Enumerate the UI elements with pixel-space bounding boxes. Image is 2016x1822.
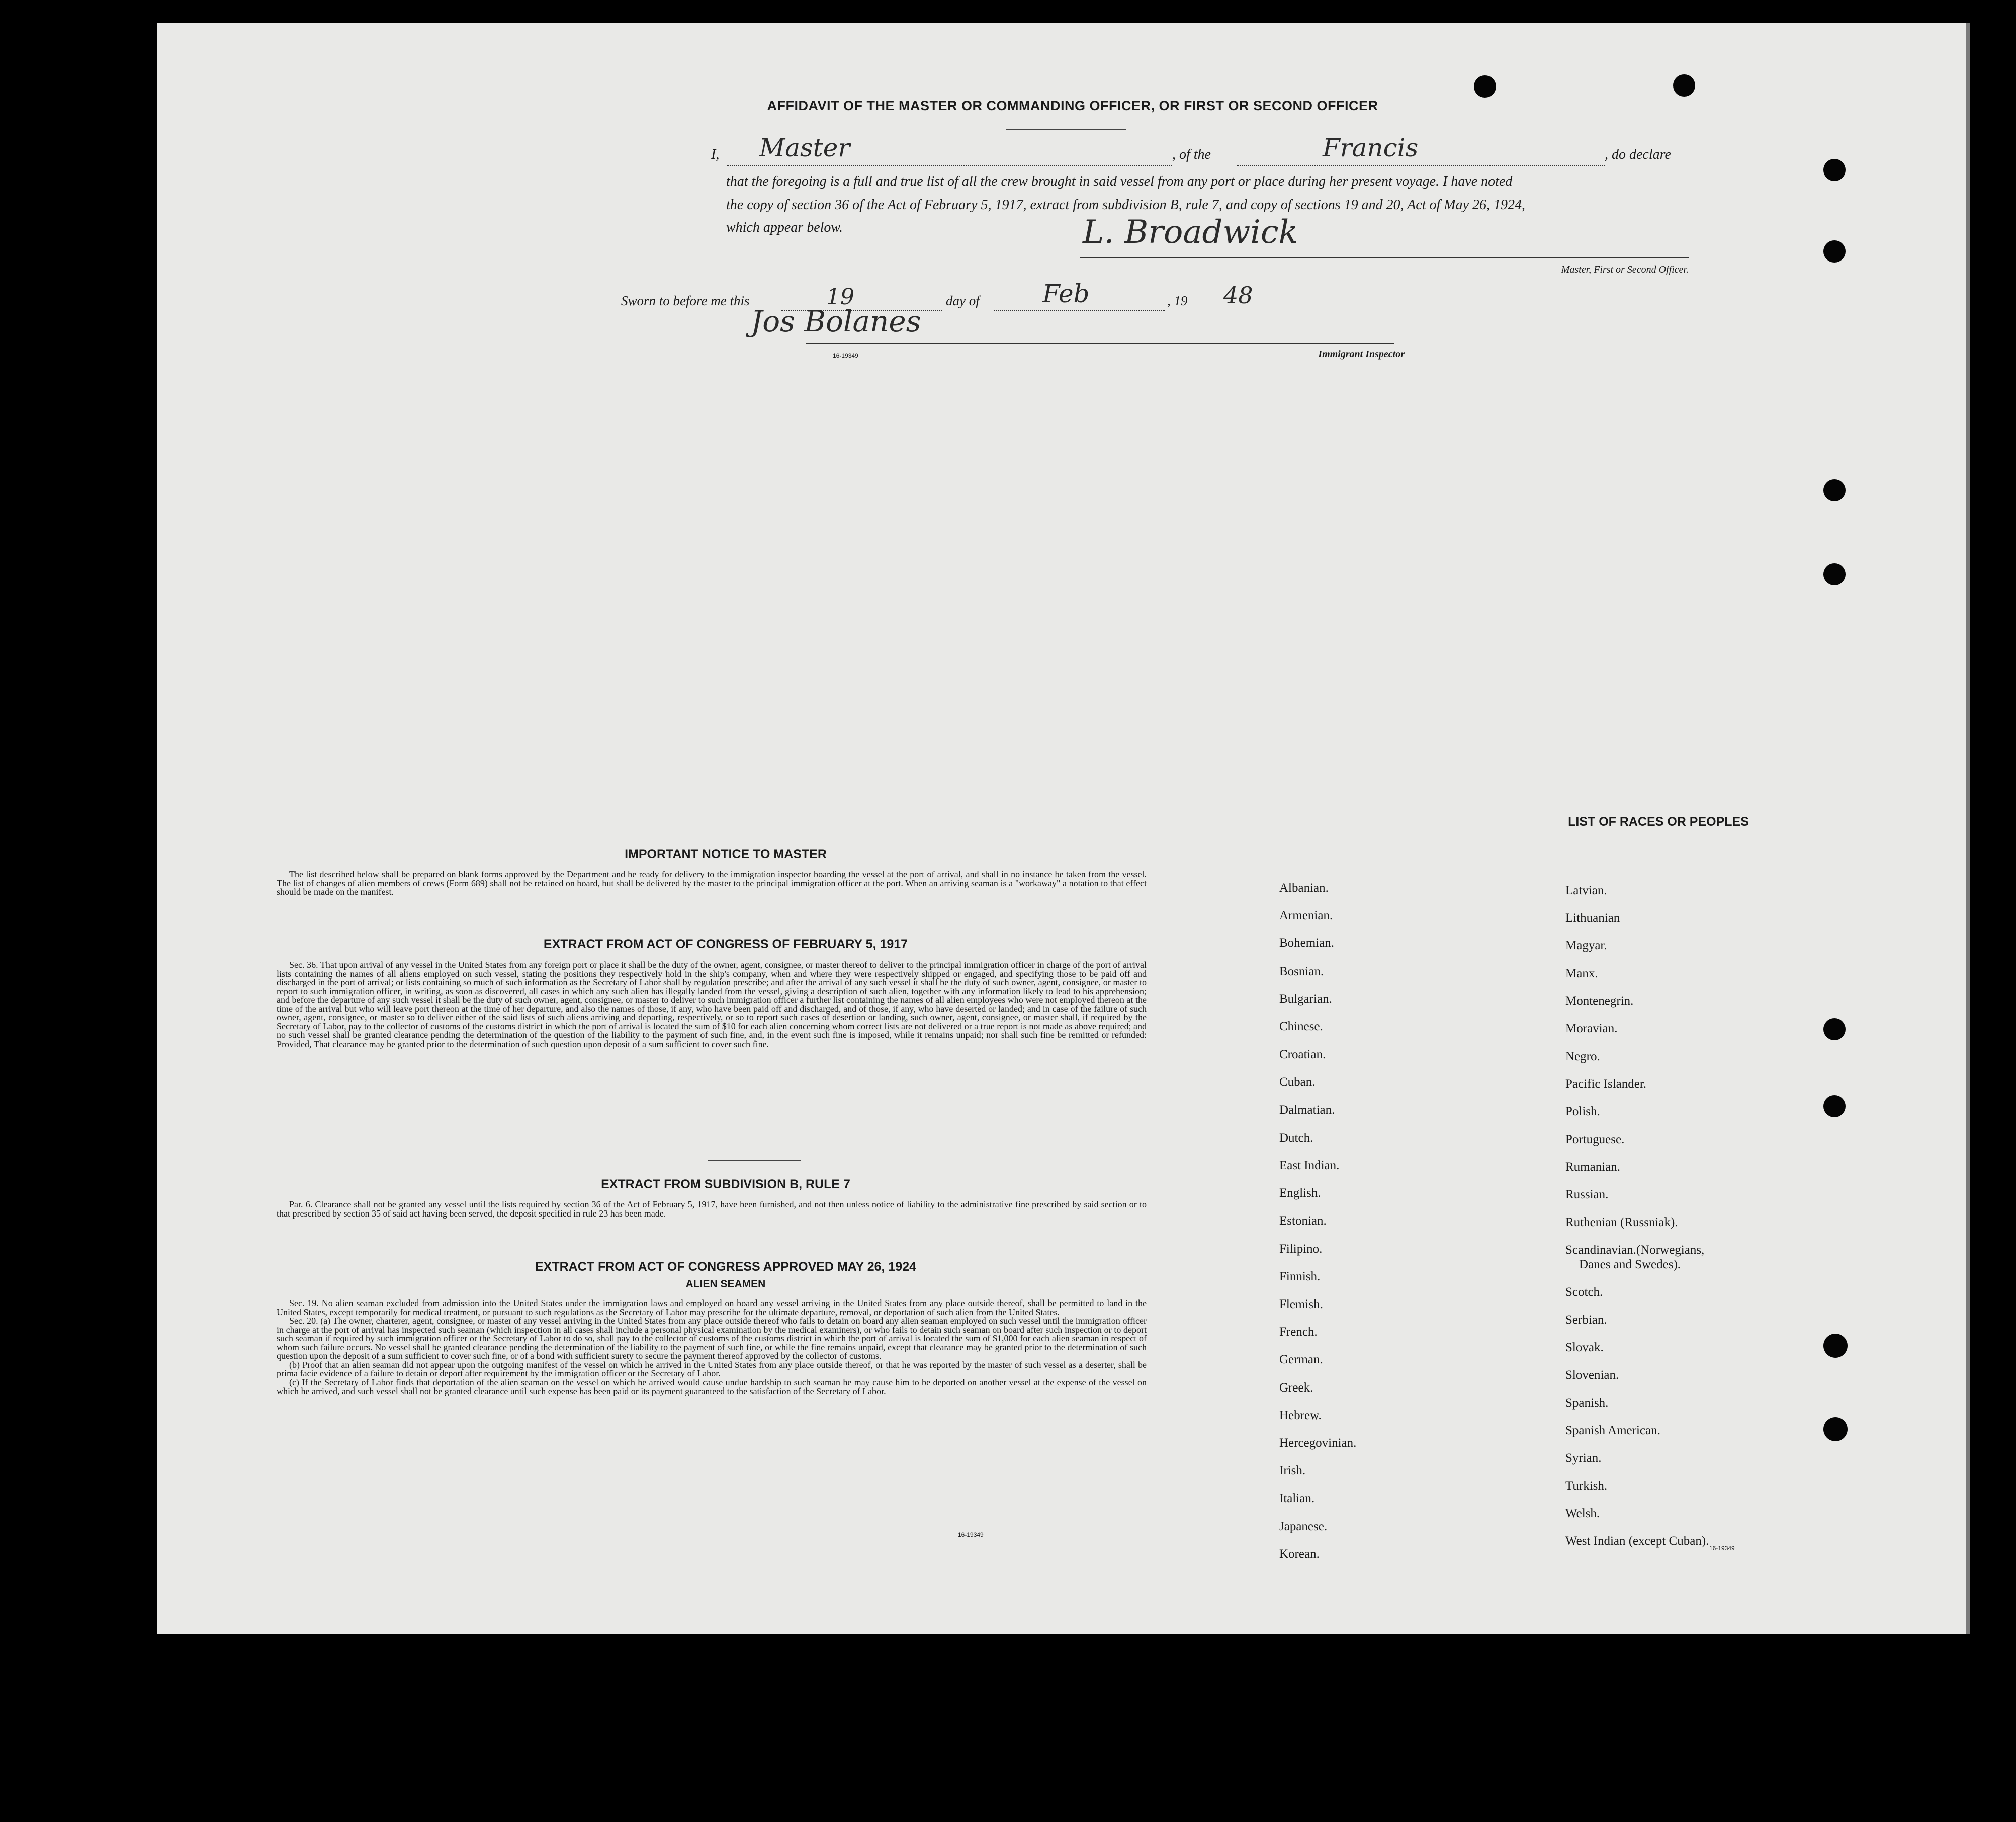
punch-hole bbox=[1823, 563, 1846, 585]
race-item: Bohemian. bbox=[1279, 936, 1335, 950]
race-item: Portuguese. bbox=[1565, 1133, 1625, 1146]
race-item: Hebrew. bbox=[1279, 1408, 1322, 1422]
race-item: Syrian. bbox=[1565, 1451, 1602, 1465]
punch-hole bbox=[1823, 1417, 1848, 1441]
race-item: Spanish. bbox=[1565, 1396, 1609, 1410]
document-page bbox=[157, 23, 1966, 1634]
section-divider bbox=[708, 1160, 801, 1161]
sec-19-paragraph: Sec. 19. No alien seaman excluded from admission into the United States under the immigration laws and employed on board any vessel arriving in the United States from any place outside thereof, shall be permitted to land in the United States, except temporarily for medical treatment, or pursuant to such regulations as the Secretary of Labor may prescribe for the ultimate departure, removal, or deportation of such alien from the United States. bbox=[277, 1298, 1147, 1317]
race-item: Japanese. bbox=[1279, 1519, 1328, 1533]
notice-title: IMPORTANT NOTICE TO MASTER bbox=[625, 847, 827, 861]
sec-20b-paragraph: (b) Proof that an alien seaman did not appear upon the outgoing manifest of the vessel on which he arrived in the United States from any place outside thereof, or that he was reported by the master of such vessel as a deserter, shall be prima facie evidence of a failure to detain or deport after requirement by the immigration officer or the Secretary of Labor. bbox=[277, 1359, 1147, 1378]
race-item: Ruthenian (Russniak). bbox=[1565, 1216, 1678, 1229]
race-item: Chinese. bbox=[1279, 1020, 1323, 1033]
race-item: Serbian. bbox=[1565, 1313, 1607, 1327]
punch-hole bbox=[1823, 1095, 1846, 1117]
sworn-label: Sworn to before me this bbox=[621, 293, 750, 308]
signature-caption: Master, First or Second Officer. bbox=[1561, 264, 1689, 275]
race-item: Italian. bbox=[1279, 1492, 1315, 1506]
race-item: Negro. bbox=[1565, 1050, 1600, 1063]
punch-hole bbox=[1823, 159, 1846, 181]
vessel-name-handwritten: Francis bbox=[1323, 133, 1419, 162]
race-item: Croatian. bbox=[1279, 1048, 1326, 1062]
affidavit-title: AFFIDAVIT OF THE MASTER OR COMMANDING OFFICER, OR FIRST OR SECOND OFFICER bbox=[767, 98, 1378, 113]
sworn-month-handwritten: Feb bbox=[1042, 279, 1090, 308]
race-item: Flemish. bbox=[1279, 1297, 1323, 1311]
master-name-handwritten: Master bbox=[759, 133, 850, 162]
extract-1917-text bbox=[277, 961, 1147, 1049]
inspector-form-number: 16-19349 bbox=[833, 352, 858, 359]
races-form-number: 16-19349 bbox=[1709, 1545, 1735, 1552]
punch-hole bbox=[1474, 75, 1496, 98]
races-title: LIST OF RACES OR PEOPLES bbox=[1568, 815, 1749, 829]
master-signature: L. Broadwick bbox=[1083, 214, 1298, 251]
race-item: Lithuanian bbox=[1565, 911, 1620, 925]
affidavit-of-the-label: , of the bbox=[1172, 147, 1211, 162]
race-item: Slovenian. bbox=[1565, 1368, 1619, 1382]
extract-1924-text bbox=[277, 1299, 1147, 1396]
inspector-signature: Jos Bolanes bbox=[751, 304, 921, 338]
punch-hole bbox=[1823, 1334, 1848, 1358]
affidavit-text-line-2: the copy of section 36 of the Act of February 5, 1917, extract from subdivision B, rule 7, and copy of sections 19 and 20, Act of May 26, 1924, bbox=[726, 197, 1526, 213]
race-item: Latvian. bbox=[1565, 884, 1607, 897]
notice-text bbox=[277, 870, 1147, 897]
race-item: Moravian. bbox=[1565, 1022, 1618, 1035]
alien-seamen-subtitle: ALIEN SEAMEN bbox=[685, 1278, 766, 1290]
race-item: Armenian. bbox=[1279, 909, 1333, 923]
title-divider bbox=[1006, 129, 1126, 130]
inspector-signature-line bbox=[806, 343, 1394, 344]
sworn-year-handwritten: 48 bbox=[1223, 282, 1253, 309]
section-36-paragraph: Sec. 36. That upon arrival of any vessel in the United States from any foreign port or place it shall be the duty of the owner, agent, consignee, or master thereof to deliver to the principal immigration officer in charge of the port of arrival lists containing the names of all aliens employed on such vessel, stating the positions they respectively hold in the ship's company, when and where they were respectively shipped or engaged, and specifying those to be paid off and discharged in the port of arrival; or lists containing so much of such information as the Secretary of Labor shall by regulation prescribe; and after the arrival of any such vessel it shall be the duty of such owner, agent, consignee, or master to report to such immigration officer, in writing, as soon as discovered, all cases in which any such alien has illegally landed from the vessel, giving a description of such alien, together with any information likely to lead to his apprehension; and before the departure of any such vessel it shall be the duty of such owner, agent, consignee, or master to deliver to such immigration officer a further list containing the names of all alien employees who were not employed thereon at the time of the arrival but who will leave port thereon at the time of her departure, and also the names of those, if any, who have been paid off and discharged, and of those, if any, who have deserted or landed; and in case of the failure of such owner, agent, consignee, or master so to deliver either of the said lists of such aliens arriving and departing, respectively, or so to report such cases of desertion or landing, such owner, agent, consignee, or master shall, if required by the Secretary of Labor, pay to the collector of customs of the customs district in which the port of arrival is located the sum of $10 for each alien concerning whom correct lists are not delivered or a true report is not made as above required; and no such vessel shall be granted clearance pending the determination of the question of the liability to the payment of such fine, and, in the event such fine is imposed, while it remains unpaid; nor shall such fine be remitted or refunded: Provided, That clearance may be granted prior to the determination of such question upon deposit of a sum sufficient to cover such fine. bbox=[277, 960, 1147, 1049]
race-item: Cuban. bbox=[1279, 1075, 1316, 1089]
master-name-line bbox=[727, 165, 1172, 166]
sec-20c-paragraph: (c) If the Secretary of Labor finds that deportation of the alien seaman on the vessel on which he arrived would cause undue hardship to such seaman he may cause him to be deported on another vessel at the expense of the vessel on which he arrived, and such vessel shall not be granted clearance until such expense has been paid or its payment guaranteed to the satisfaction of the Secretary of Labor. bbox=[277, 1377, 1147, 1396]
do-declare-label: , do declare bbox=[1605, 147, 1671, 162]
race-item: East Indian. bbox=[1279, 1159, 1340, 1172]
year-prefix-label: , 19 bbox=[1167, 293, 1188, 308]
affidavit-text-line-3: which appear below. bbox=[726, 220, 843, 235]
race-item: Montenegrin. bbox=[1565, 994, 1634, 1008]
race-item: Finnish. bbox=[1279, 1269, 1321, 1283]
race-item: Slovak. bbox=[1565, 1341, 1604, 1354]
sworn-day-handwritten: 19 bbox=[826, 284, 854, 310]
vessel-name-line bbox=[1237, 165, 1605, 166]
race-item: Bulgarian. bbox=[1279, 992, 1332, 1006]
race-item: Greek. bbox=[1279, 1380, 1313, 1395]
sworn-month-line bbox=[994, 310, 1165, 311]
race-item: Russian. bbox=[1565, 1188, 1609, 1201]
race-item: French. bbox=[1279, 1325, 1318, 1339]
race-item: Filipino. bbox=[1279, 1242, 1323, 1256]
race-item: West Indian (except Cuban). bbox=[1565, 1534, 1709, 1548]
race-item: Hercegovinian. bbox=[1279, 1436, 1357, 1450]
race-item: Rumanian. bbox=[1565, 1160, 1621, 1174]
race-item: Korean. bbox=[1279, 1547, 1320, 1561]
race-item: Irish. bbox=[1279, 1464, 1306, 1478]
race-item: Dutch. bbox=[1279, 1131, 1313, 1145]
notice-form-number: 16-19349 bbox=[958, 1531, 984, 1538]
affidavit-text-line-1: that the foregoing is a full and true list of all the crew brought in said vessel from any port or place during her present voyage. I have noted bbox=[726, 173, 1513, 189]
rule-7-title: EXTRACT FROM SUBDIVISION B, RULE 7 bbox=[601, 1177, 850, 1191]
day-of-label: day of bbox=[946, 293, 980, 308]
affidavit-i-label: I, bbox=[711, 147, 720, 162]
race-item: German. bbox=[1279, 1353, 1323, 1367]
race-item: Estonian. bbox=[1279, 1214, 1327, 1228]
punch-hole bbox=[1823, 240, 1846, 263]
punch-hole bbox=[1823, 1018, 1846, 1040]
race-item: Scotch. bbox=[1565, 1285, 1603, 1299]
par-6-paragraph: Par. 6. Clearance shall not be granted any vessel until the lists required by section 36 of the Act of February 5, 1917, have been furnished, and not then unless notice of liability to the administrative fine prescribed by said section or to that prescribed by section 35 of said act having been served, the deposit specified in rule 23 has been made. bbox=[277, 1199, 1147, 1219]
race-item: Danes and Swedes). bbox=[1579, 1258, 1681, 1271]
race-item: Scandinavian.(Norwegians, bbox=[1565, 1243, 1705, 1257]
race-item: Magyar. bbox=[1565, 939, 1607, 952]
extract-1917-title: EXTRACT FROM ACT OF CONGRESS OF FEBRUARY 5, 1917 bbox=[543, 937, 908, 951]
race-item: Welsh. bbox=[1565, 1507, 1600, 1520]
race-item: Bosnian. bbox=[1279, 964, 1324, 978]
extract-1924-title: EXTRACT FROM ACT OF CONGRESS APPROVED MAY 26, 1924 bbox=[535, 1260, 917, 1274]
signature-line bbox=[1080, 257, 1689, 258]
race-item: Spanish American. bbox=[1565, 1424, 1660, 1437]
sec-20a-paragraph: Sec. 20. (a) The owner, charterer, agent, consignee, or master of any vessel arriving in the United States from any place outside thereof who fails to detain on board any alien seaman employed on such vessel until the immigration officer in charge at the port of arrival has inspected such seaman (which inspection in all cases shall include a personal physical examination by the medical examiners), or who fails to detain such seaman on board after such inspection or to deport such seaman if required by such immigration officer or the Secretary of Labor to do so, shall pay to the collector of customs of the customs district in which the port of arrival is located the sum of $1,000 for each alien seaman in respect of whom such failure occurs. No vessel shall be granted clearance pending the determination of the liability to the payment of such fine, or while the fine remains unpaid, except that clearance may be granted prior to the determination of such question upon the deposit of a sum sufficient to cover such fine, or of a bond with sufficient surety to secure the payment thereof approved by the collector of customs. bbox=[277, 1316, 1147, 1361]
race-item: Polish. bbox=[1565, 1105, 1600, 1118]
race-item: Albanian. bbox=[1279, 881, 1329, 895]
notice-paragraph: The list described below shall be prepared on blank forms approved by the Department and be ready for delivery to the immigration inspector boarding the vessel at the port of arrival, and shall in no instance be taken from the vessel. The list of changes of alien members of crews (Form 689) shall not be retained on board, but shall be delivered by the master to the principal immigration officer at the port. When an arriving seaman is a "workaway" a notation to that effect should be made on the manifest. bbox=[277, 869, 1147, 897]
punch-hole bbox=[1823, 479, 1846, 501]
rule-7-text bbox=[277, 1200, 1147, 1218]
race-item: Dalmatian. bbox=[1279, 1103, 1335, 1117]
race-item: Turkish. bbox=[1565, 1479, 1608, 1493]
paper-edge bbox=[1966, 23, 1970, 1634]
race-item: English. bbox=[1279, 1186, 1321, 1200]
race-item: Pacific Islander. bbox=[1565, 1077, 1647, 1091]
inspector-caption: Immigrant Inspector bbox=[1318, 349, 1405, 360]
punch-hole bbox=[1673, 74, 1695, 97]
race-item: Manx. bbox=[1565, 967, 1598, 980]
